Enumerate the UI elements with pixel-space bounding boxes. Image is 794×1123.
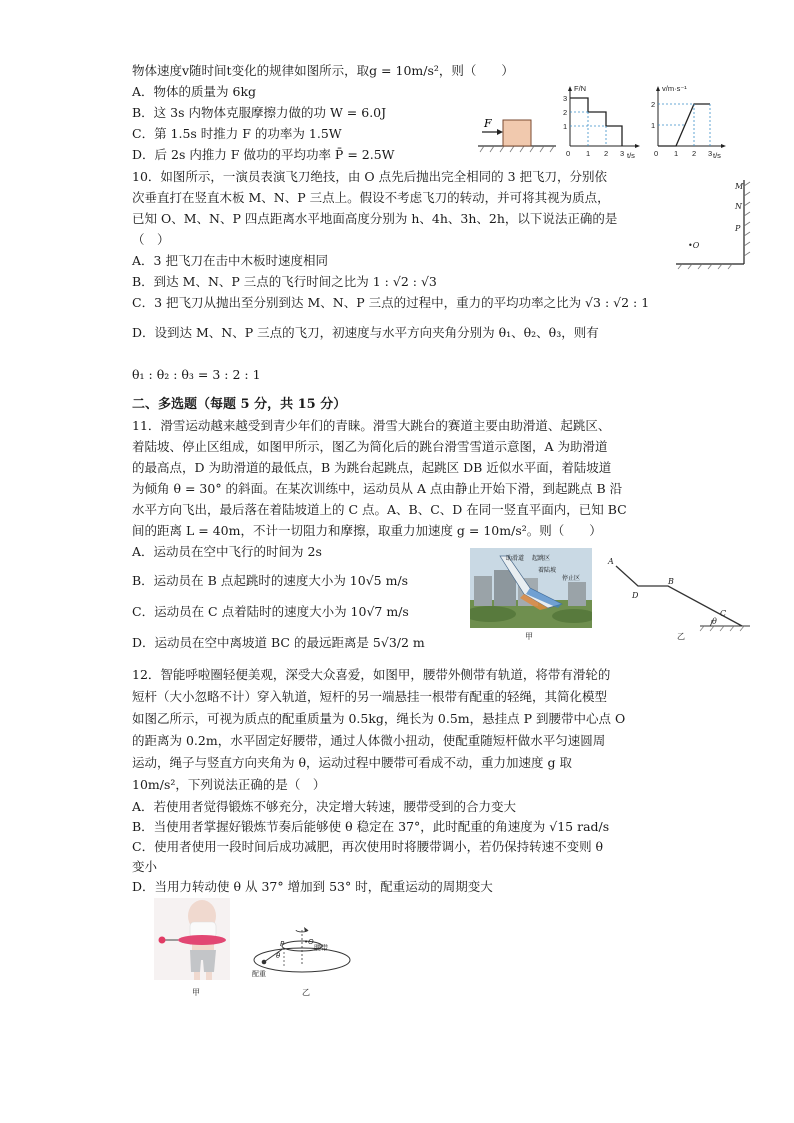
ft-ytick: 3 [563, 94, 568, 103]
section-heading: 二、多选题（每题 5 分，共 15 分） [132, 397, 347, 412]
point-o-label: •O [688, 241, 700, 250]
fig12-jia-label: 甲 [192, 988, 200, 997]
ft-xtick: 3 [620, 149, 625, 158]
ft-xtick: 0 [566, 149, 571, 158]
q11-option-c: C．运动员在 C 点着陆时的速度大小为 10√7 m/s [132, 604, 409, 619]
vt-ylabel: v/m·s⁻¹ [662, 84, 687, 93]
q12-option-c: C．使用者使用一段时间后成功减肥，再次使用时将腰带调小，若仍保持转速不变则 θ [132, 839, 604, 854]
fig-jia-label: 甲 [525, 632, 533, 641]
vt-ytick: 1 [651, 121, 656, 130]
photo-label-runway: 助滑道 [506, 555, 525, 562]
q12-line-3: 如图乙所示，可视为质点的配重质量为 0.5kg，绳长为 0.5m，悬挂点 P 到腰带中心点 O [132, 711, 626, 726]
force-label: F [484, 117, 492, 130]
ft-xtick: 1 [586, 149, 591, 158]
ski-jump-photo [470, 548, 592, 628]
point-p-label: P [280, 940, 285, 948]
q11-option-b: B．运动员在 B 点起跳时的速度大小为 10√5 m/s [132, 573, 409, 588]
q10-option-c: C．3 把飞刀从抛出至分别到达 M、N、P 三点的过程中，重力的平均功率之比为 √3 : √2 : 1 [132, 295, 650, 310]
point-n-label: N [735, 202, 742, 211]
q11-line-2: 着陆坡、停止区组成，如图甲所示，图乙为简化后的跳台滑雪雪道示意图，A 为助滑道 [132, 439, 608, 454]
vt-xtick: 0 [654, 149, 659, 158]
photo-label-landing: 着陆坡 [538, 567, 557, 574]
weight-label: 配重 [252, 970, 266, 978]
hula-hoop-photo [154, 898, 230, 980]
q10-line-4: （ ） [132, 232, 170, 247]
slope-point-c: C [720, 609, 727, 618]
ft-ytick: 2 [563, 108, 568, 117]
point-m-label: M [735, 182, 744, 191]
q10-line-1: 10．如图所示，一演员表演飞刀绝技，由 O 点先后抛出完全相同的 3 把飞刀，分别依 [132, 169, 608, 184]
q12-option-b: B．当使用者掌握好锻炼节奏后能够使 θ 稳定在 37°，此时配重的角速度为 √15 rad/s [132, 819, 610, 834]
q12-option-a: A．若使用者觉得锻炼不够充分，决定增大转速，腰带受到的合力变大 [132, 799, 517, 814]
q11-line-1: 11．滑雪运动越来越受到青少年们的青睐。滑雪大跳台的赛道主要由助滑道、起跳区、 [132, 418, 611, 433]
q10-option-b: B．到达 M、N、P 三点的飞行时间之比为 1 : √2 : √3 [132, 274, 437, 289]
fig12-yi-label: 乙 [302, 988, 310, 997]
f-t-graph [560, 82, 644, 162]
counterweight [262, 960, 267, 965]
hula-weight [159, 937, 166, 944]
q11-line-5: 水平方向飞出，最后落在着陆坡道上的 C 点。A、B、C、D 在同一竖直平面内，已知 BC [132, 502, 627, 517]
slope-point-d: D [632, 591, 639, 600]
photo-label-takeoff: 起跳区 [532, 555, 551, 562]
belt-label: 腰带 [314, 944, 328, 952]
ft-xtick: 2 [604, 149, 609, 158]
fig-yi-label: 乙 [677, 632, 685, 641]
ft-ytick: 1 [563, 122, 568, 131]
q12-option-d: D．当用力转动使 θ 从 37° 增加到 53° 时，配重运动的周期变大 [132, 879, 493, 894]
hula-hoop-model [250, 924, 356, 984]
q10-option-d-formula: θ₁ : θ₂ : θ₃ = 3 : 2 : 1 [132, 367, 261, 382]
slope-point-a: A [608, 557, 614, 566]
q10-line-2: 次垂直打在竖直木板 M、N、P 三点上。假设不考虑飞刀的转动，并可将其视为质点， [132, 190, 610, 205]
f-t-line [570, 98, 622, 146]
v-t-graph [648, 82, 730, 162]
block-diagram [474, 112, 560, 162]
vt-xtick: 2 [692, 149, 697, 158]
q9-option-c: C．第 1.5s 时推力 F 的功率为 1.5W [132, 126, 342, 141]
q11-option-d: D．运动员在空中离坡道 BC 的最远距离是 5√3/2 m [132, 635, 425, 650]
q12-line-4: 的距离为 0.2m，水平固定好腰带，通过人体微小扭动，使配重随短杆做水平匀速圆周 [132, 733, 606, 748]
ski-slope-diagram [600, 552, 754, 634]
photo-label-stop: 停止区 [562, 575, 581, 582]
q12-line-1: 12．智能呼啦圈轻便美观，深受大众喜爱，如图甲，腰带外侧带有轨道，将带有滑轮的 [132, 667, 611, 682]
vt-ytick: 2 [651, 100, 656, 109]
q9-stem: 物体速度v随时间t变化的规律如图所示，取g = 10m/s²，则（ ） [132, 63, 514, 78]
q11-line-4: 为倾角 θ = 30° 的斜面。在某次训练中，运动员从 A 点由静止开始下滑，到起跳点 B 沿 [132, 481, 623, 496]
hula-belt [178, 935, 226, 945]
ft-xlabel: t/s [627, 151, 635, 160]
q12-line-2: 短杆（大小忽略不计）穿入轨道，短杆的另一端悬挂一根带有配重的轻绳，其简化模型 [132, 689, 608, 704]
q11-line-3: 的最高点，D 为助滑道的最低点，B 为跳台起跳点，起跳区 DB 近似水平面，着陆坡道 [132, 460, 612, 475]
q11-line-6: 间的距离 L = 40m，不计一切阻力和摩擦，取重力加速度 g = 10m/s²。则（ ） [132, 523, 602, 538]
q10-line-3: 已知 O、M、N、P 四点距离水平地面高度分别为 h、4h、3h、2h，以下说法正确的是 [132, 211, 618, 226]
q11-option-a: A．运动员在空中飞行的时间为 2s [132, 544, 322, 559]
vt-xtick: 3 [708, 149, 713, 158]
q12-option-c-cont: 变小 [132, 859, 158, 874]
theta-label: θ [276, 952, 281, 960]
center-o-label: •O [304, 938, 314, 946]
q10-option-a: A．3 把飞刀在击中木板时速度相同 [132, 253, 328, 268]
vt-xtick: 1 [674, 149, 679, 158]
slope-point-b: B [668, 577, 674, 586]
point-p-label: P [735, 224, 741, 233]
slope-theta: θ [712, 617, 717, 626]
q12-line-6: 10m/s²，下列说法正确的是（ ） [132, 777, 326, 792]
knife-board-diagram [672, 176, 754, 270]
q9-option-b: B．这 3s 内物体克服摩擦力做的功 W = 6.0J [132, 105, 387, 120]
q10-option-d: D．设到达 M、N、P 三点的飞刀，初速度与水平方向夹角分别为 θ₁、θ₂、θ₃，则有 [132, 325, 599, 340]
block [503, 120, 531, 146]
vt-xlabel: t/s [713, 151, 721, 160]
q9-option-a: A．物体的质量为 6kg [132, 84, 257, 99]
q9-option-d: D．后 2s 内推力 F 做功的平均功率 P̄ = 2.5W [132, 147, 395, 162]
ft-ylabel: F/N [574, 84, 587, 93]
q12-line-5: 运动，绳子与竖直方向夹角为 θ，运动过程中腰带可看成不动，重力加速度 g 取 [132, 755, 572, 770]
